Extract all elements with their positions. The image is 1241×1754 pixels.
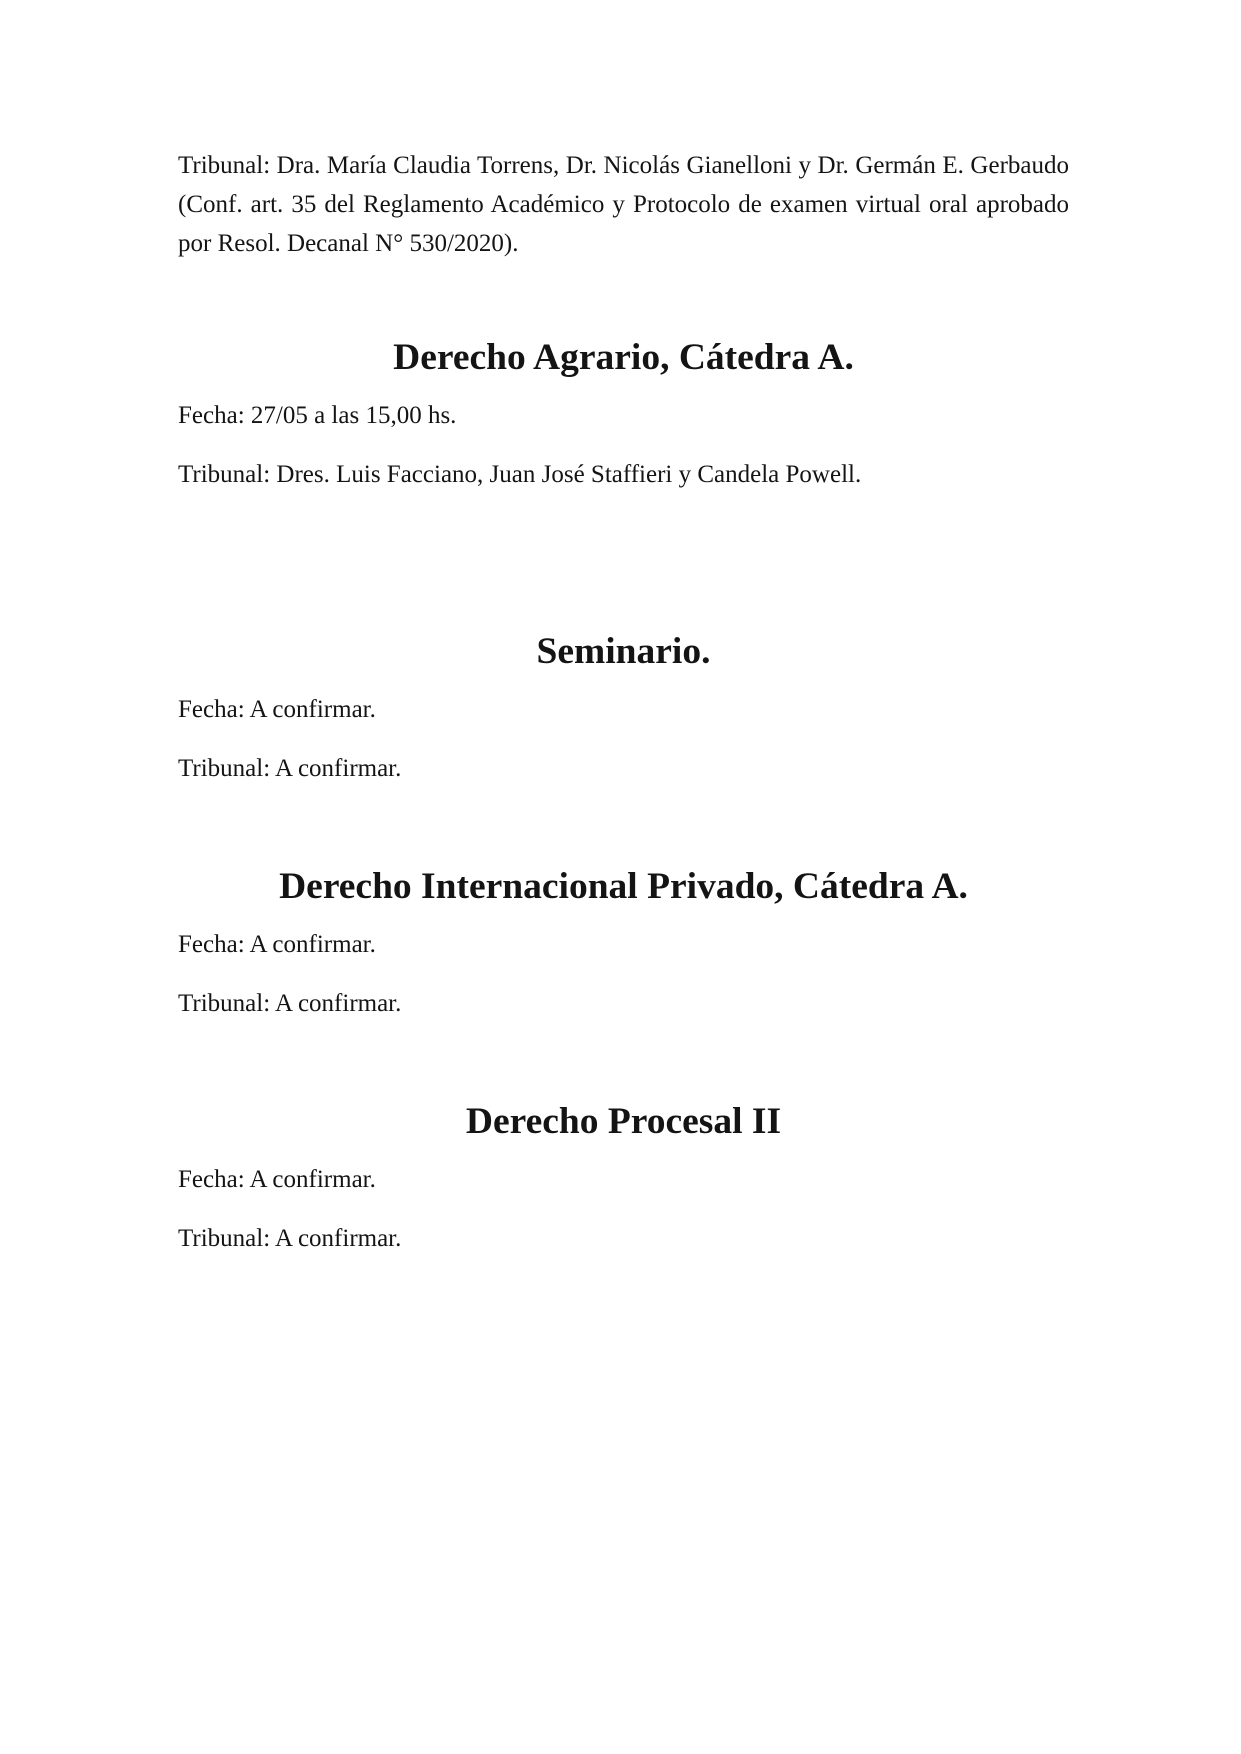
intro-tribunal-paragraph: Tribunal: Dra. María Claudia Torrens, Dr. Nicolás Gianelloni y Dr. Germán E. Gerbaudo (Conf. art. 35 del Reglamento Académico y Protocolo de examen virtual oral aprobado por Resol. Decanal N° 530/2020). xyxy=(178,152,1069,257)
section-fecha-seminario: Fecha: A confirmar. xyxy=(178,696,376,723)
section-fecha-derecho-internacional-privado: Fecha: A confirmar. xyxy=(178,931,376,958)
section-title-derecho-procesal-ii: Derecho Procesal II xyxy=(465,1101,782,1142)
section-fecha-derecho-procesal-ii: Fecha: A confirmar. xyxy=(178,1166,376,1193)
section-tribunal-derecho-agrario: Tribunal: Dres. Luis Facciano, Juan José Staffieri y Candela Powell. xyxy=(178,461,862,488)
section-title-derecho-agrario: Derecho Agrario, Cátedra A. xyxy=(393,337,854,378)
section-tribunal-derecho-procesal-ii: Tribunal: A confirmar. xyxy=(178,1225,402,1252)
section-title-derecho-internacional-privado: Derecho Internacional Privado, Cátedra A. xyxy=(279,866,968,907)
section-fecha-derecho-agrario: Fecha: 27/05 a las 15,00 hs. xyxy=(178,402,457,429)
section-tribunal-seminario: Tribunal: A confirmar. xyxy=(178,755,402,782)
section-title-seminario: Seminario. xyxy=(536,631,711,672)
section-tribunal-derecho-internacional-privado: Tribunal: A confirmar. xyxy=(178,990,402,1017)
